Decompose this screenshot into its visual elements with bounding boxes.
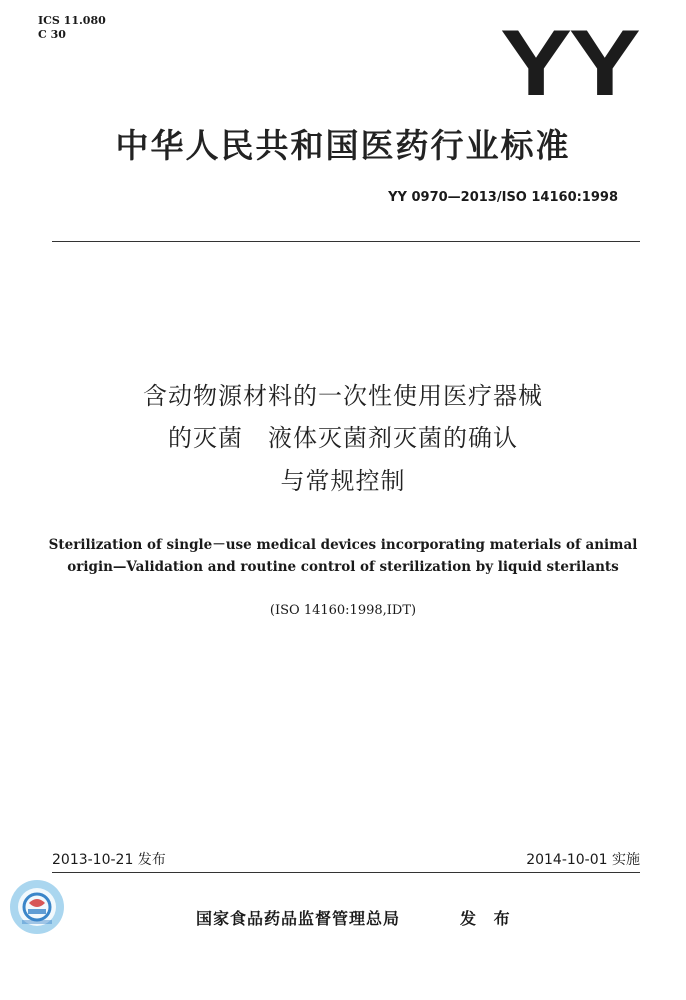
top-divider — [52, 241, 640, 242]
implementation-date: 2014-10-01 实施 — [526, 852, 640, 868]
en-title-line-1: Sterilization of single－use medical devices incorporating materials of animal — [48, 537, 638, 553]
en-title-line-2: origin—Validation and routine control of sterilization by liquid sterilants — [67, 559, 619, 575]
publisher-name: 国家食品药品监督管理总局 — [196, 909, 401, 928]
seal-stamp-icon — [8, 878, 66, 936]
issue-date: 2013-10-21 发布 — [52, 852, 166, 868]
cn-title-line-2: 的灭菌 液体灭菌剂灭菌的确认 — [168, 424, 518, 452]
cn-title-line-1: 含动物源材料的一次性使用医疗器械 — [143, 382, 543, 410]
standard-number: YY 0970—2013/ISO 14160:1998 — [388, 190, 618, 205]
bottom-divider — [52, 872, 640, 873]
publisher-action: 发 布 — [460, 909, 516, 928]
ccs-code: C 30 — [38, 28, 66, 41]
classification-codes — [38, 14, 106, 42]
cn-title-line-3: 与常规控制 — [280, 467, 406, 495]
yy-logo: YY — [500, 10, 638, 115]
ics-code: ICS 11.080 — [38, 14, 106, 27]
iso-equivalence: (ISO 14160:1998,IDT) — [269, 603, 417, 618]
standard-name: 中华人民共和国医药行业标准 — [115, 126, 571, 165]
